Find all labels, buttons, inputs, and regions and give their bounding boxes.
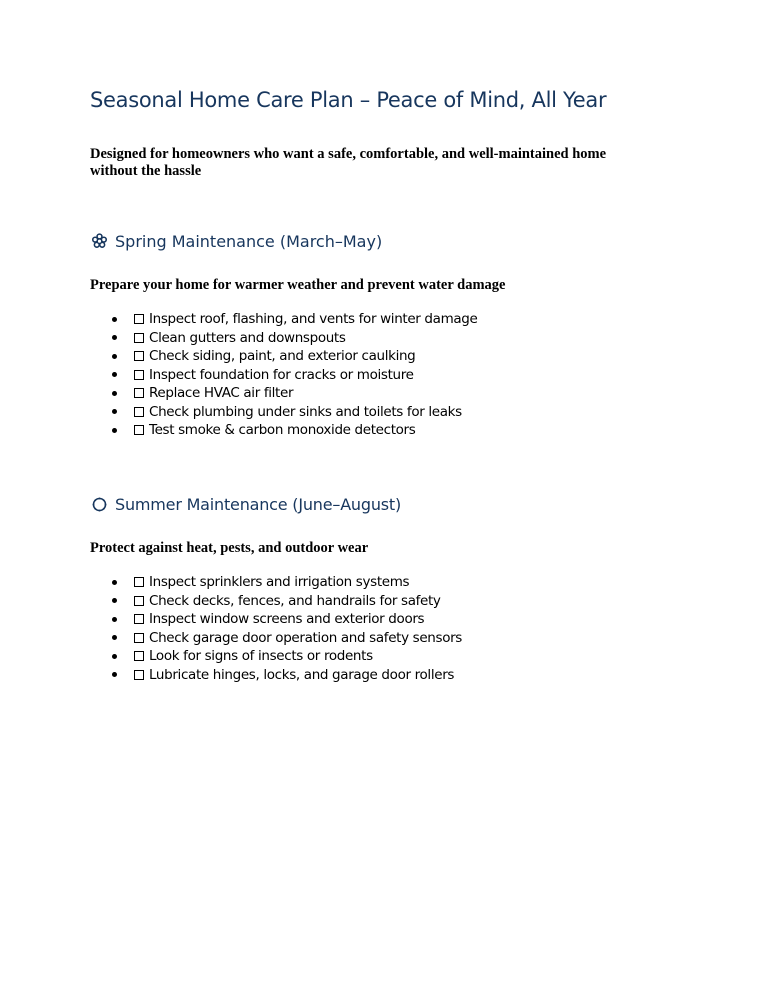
document-title: Seasonal Home Care Plan – Peace of Mind, All Year [90,88,607,112]
document-subtitle: Designed for homeowners who want a safe, comfortable, and well-maintained home without the hassle [90,146,607,179]
checkbox-icon[interactable] [134,670,144,680]
circle-outline-icon [90,496,108,514]
list-item [112,592,462,611]
checkbox-icon[interactable] [134,577,144,587]
checkbox-icon[interactable] [134,370,144,380]
list-item [112,310,477,329]
checkbox-icon[interactable] [134,351,144,361]
checkbox-icon[interactable] [134,596,144,606]
task-label: Inspect sprinklers and irrigation systems [149,574,410,590]
bullet-icon [112,617,117,622]
task-label: Check garage door operation and safety sensors [149,629,462,646]
bullet-icon [112,428,117,433]
checkbox-icon[interactable] [134,333,144,343]
bullet-icon [112,354,117,359]
list-item [112,629,462,648]
checkbox-icon[interactable] [134,651,144,661]
list-item [112,666,462,685]
list-item [112,347,477,366]
spring-task-list [112,310,477,440]
summer-heading-label: Summer Maintenance (June–August) [115,495,402,514]
task-label: Check siding, paint, and exterior caulking [149,348,416,364]
bullet-icon [112,409,117,414]
list-item [112,366,477,385]
task-label: Test smoke & carbon monoxide detectors [149,422,416,438]
list-item [112,573,462,592]
bullet-icon [112,372,117,377]
task-label: Clean gutters and downspouts [149,329,346,346]
list-item [112,329,477,348]
checkbox-icon[interactable] [134,388,144,398]
list-item [112,610,462,629]
spring-heading-label: Spring Maintenance (March–May) [115,232,383,251]
task-label: Check plumbing under sinks and toilets for leaks [149,403,462,420]
task-label: Look for signs of insects or rodents [149,648,373,664]
bullet-icon [112,598,117,603]
list-item [112,647,462,666]
checkbox-icon[interactable] [134,425,144,435]
list-item [112,384,477,403]
checkbox-icon[interactable] [134,314,144,324]
task-label: Check decks, fences, and handrails for safety [149,592,441,609]
gear-flower-icon [90,233,108,251]
task-label: Lubricate hinges, locks, and garage door rollers [149,666,455,683]
bullet-icon [112,335,117,340]
task-label: Inspect roof, flashing, and vents for winter damage [149,311,478,327]
summer-intro: Protect against heat, pests, and outdoor wear [90,540,369,556]
bullet-icon [112,317,117,322]
spring-intro: Prepare your home for warmer weather and prevent water damage [90,277,506,293]
task-label: Inspect foundation for cracks or moisture [149,366,414,383]
bullet-icon [112,672,117,677]
summer-section-heading [90,495,401,514]
bullet-icon [112,391,117,396]
list-item [112,421,477,440]
checkbox-icon[interactable] [134,633,144,643]
bullet-icon [112,654,117,659]
task-label: Inspect window screens and exterior doors [149,611,425,627]
checkbox-icon[interactable] [134,614,144,624]
spring-section-heading [90,232,382,251]
bullet-icon [112,580,117,585]
bullet-icon [112,635,117,640]
list-item [112,403,477,422]
summer-task-list [112,573,462,684]
task-label: Replace HVAC air filter [149,385,294,401]
checkbox-icon[interactable] [134,407,144,417]
